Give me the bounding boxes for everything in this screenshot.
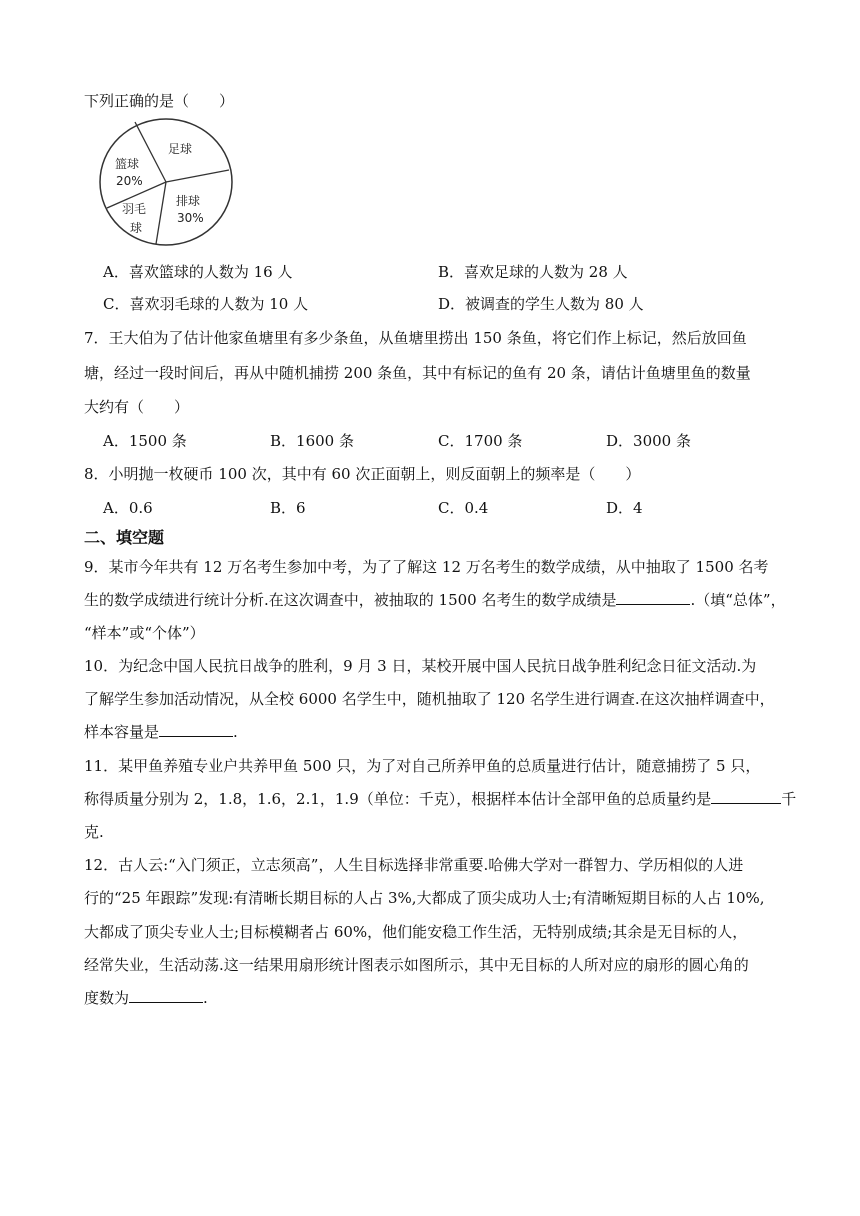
q9-line-3: “样本”或“个体”） bbox=[84, 624, 205, 642]
q6-stem: 下列正确的是（ ） bbox=[84, 92, 235, 110]
q12-answer-blank[interactable] bbox=[129, 988, 203, 1003]
q12-line-1: 12．古人云:“入门须正，立志须高”，人生目标选择非常重要.哈佛大学对一群智力、学历相似的人进 bbox=[84, 856, 744, 874]
q9-line-1: 9．某市今年共有 12 万名考生参加中考，为了了解这 12 万名考生的数学成绩，从中抽取了 1500 名考 bbox=[84, 558, 769, 576]
q12-line-2: 行的“25 年跟踪”发现:有清晰长期目标的人占 3%,大都成了顶尖成功人士;有清晰短期目标的人占 10%, bbox=[84, 889, 765, 907]
q10-answer-blank[interactable] bbox=[159, 722, 233, 737]
pie-label-volleyball-pct: 30% bbox=[177, 211, 204, 225]
q9-line-2-tail: .（填“总体”， bbox=[690, 591, 786, 609]
q11-answer-blank[interactable] bbox=[711, 789, 781, 804]
pie-label-soccer: 足球 bbox=[168, 142, 193, 156]
q8-option-b: B．6 bbox=[270, 499, 306, 517]
q6-option-b: B．喜欢足球的人数为 28 人 bbox=[438, 263, 628, 281]
q10-line-3-tail: . bbox=[233, 723, 238, 741]
section-heading: 二、填空题 bbox=[84, 528, 165, 547]
q12-line-5 bbox=[84, 987, 208, 1008]
pie-label-basketball-pct: 20% bbox=[116, 174, 143, 188]
q7-option-b: B．1600 条 bbox=[270, 432, 354, 450]
q10-line-1: 10．为纪念中国人民抗日战争的胜利，9 月 3 日，某校开展中国人民抗日战争胜利纪念日征文活动.为 bbox=[84, 657, 757, 675]
pie-label-badminton-2: 球 bbox=[130, 221, 143, 235]
q8-option-a: A．0.6 bbox=[103, 499, 153, 517]
q8-option-d: D．4 bbox=[606, 499, 643, 517]
q7-option-d: D．3000 条 bbox=[606, 432, 691, 450]
q12-line-3: 大都成了顶尖专业人士;目标模糊者占 60%，他们能安稳工作生活，无特别成绩;其余是无目标的人， bbox=[84, 923, 748, 941]
q11-line-2-text: 称得质量分别为 2，1.8，1.6，2.1，1.9（单位：千克），根据样本估计全部甲鱼的总质量约是 bbox=[84, 790, 712, 808]
q8-stem: 8．小明抛一枚硬币 100 次，其中有 60 次正面朝上，则反面朝上的频率是（ ） bbox=[84, 465, 641, 483]
q12-line-5-text: 度数为 bbox=[84, 989, 130, 1007]
q7-option-a: A．1500 条 bbox=[103, 432, 187, 450]
q7-line-2: 塘，经过一段时间后，再从中随机捕捞 200 条鱼，其中有标记的鱼有 20 条，请估计鱼塘里鱼的数量 bbox=[84, 364, 751, 382]
q11-line-3: 克. bbox=[84, 823, 104, 841]
q11-line-1: 11．某甲鱼养殖专业户共养甲鱼 500 只，为了对自己所养甲鱼的总质量进行估计，随意捕捞了 5 只， bbox=[84, 757, 761, 775]
pie-label-volleyball: 排球 bbox=[176, 194, 201, 208]
q10-line-3 bbox=[84, 721, 238, 742]
q12-line-4: 经常失业，生活动荡.这一结果用扇形统计图表示如图所示，其中无目标的人所对应的扇形的圆心角的 bbox=[84, 956, 749, 974]
pie-chart bbox=[98, 116, 238, 248]
q9-line-2-text: 生的数学成绩进行统计分析.在这次调查中，被抽取的 1500 名考生的数学成绩是 bbox=[84, 591, 617, 609]
q7-line-1: 7．王大伯为了估计他家鱼塘里有多少条鱼，从鱼塘里捞出 150 条鱼，将它们作上标记，然后放回鱼 bbox=[84, 329, 747, 347]
q10-line-2: 了解学生参加活动情况，从全校 6000 名学生中，随机抽取了 120 名学生进行调查.在这次抽样调查中， bbox=[84, 690, 775, 708]
pie-label-badminton-1: 羽毛 bbox=[122, 202, 147, 216]
q7-option-c: C．1700 条 bbox=[438, 432, 523, 450]
q9-line-2 bbox=[84, 589, 786, 610]
q11-line-2-tail: 千 bbox=[781, 790, 797, 808]
q6-option-a: A．喜欢篮球的人数为 16 人 bbox=[103, 263, 293, 281]
q11-line-2 bbox=[84, 788, 796, 809]
q9-answer-blank[interactable] bbox=[616, 590, 690, 605]
q10-line-3-text: 样本容量是 bbox=[84, 723, 160, 741]
q7-line-3: 大约有（ ） bbox=[84, 398, 190, 416]
q8-option-c: C．0.4 bbox=[438, 499, 489, 517]
pie-label-basketball: 篮球 bbox=[115, 157, 140, 171]
q6-option-d: D．被调查的学生人数为 80 人 bbox=[438, 295, 644, 313]
q6-option-c: C．喜欢羽毛球的人数为 10 人 bbox=[103, 295, 309, 313]
q12-line-5-tail: . bbox=[203, 989, 208, 1007]
